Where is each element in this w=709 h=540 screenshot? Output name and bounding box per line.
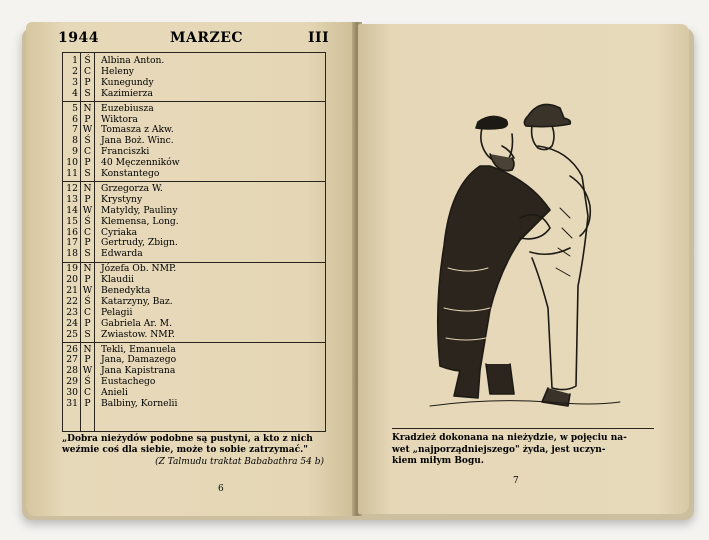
- page-number-right: 7: [513, 476, 519, 486]
- name-day: Krystyny: [101, 193, 143, 205]
- weekday-letter: S: [84, 87, 91, 99]
- calendar-month: MARZEC: [170, 30, 244, 46]
- day-number: 13: [66, 193, 78, 205]
- calendar-day-row: [63, 249, 325, 260]
- page-number-left: 6: [218, 484, 224, 494]
- calendar-day-row: [63, 399, 325, 410]
- name-day: Tomasza z Akw.: [101, 124, 174, 136]
- name-day: Jana Kapistrana: [101, 365, 176, 377]
- day-number: 4: [72, 87, 78, 99]
- calendar-month-roman: III: [308, 30, 330, 46]
- name-day: Klemensa, Long.: [101, 215, 179, 227]
- name-day: Zwiastow. NMP.: [101, 328, 175, 340]
- day-number: 1: [72, 55, 78, 66]
- day-number: 3: [72, 76, 78, 88]
- name-day: Eustachego: [101, 376, 156, 388]
- day-number: 24: [66, 317, 78, 329]
- weekday-letter: Ś: [84, 55, 91, 66]
- name-day: Euzebiusza: [101, 102, 154, 114]
- day-number: 28: [66, 365, 78, 377]
- weekday-letter: W: [82, 365, 93, 377]
- name-day: Heleny: [101, 65, 134, 77]
- day-number: 31: [66, 398, 78, 409]
- day-number: 29: [66, 376, 78, 388]
- name-day: Jana Boż. Winc.: [101, 135, 174, 147]
- name-day: Benedykta: [101, 285, 151, 296]
- name-day: Józefa Ob. NMP.: [101, 263, 177, 275]
- weekday-letter: N: [83, 182, 92, 194]
- week-separator: [63, 101, 325, 102]
- quote-line: weźmie coś dla siebie, może to sobie zatrzymać.": [62, 445, 308, 455]
- weekday-letter: N: [83, 343, 92, 355]
- name-day: Konstantego: [101, 168, 160, 179]
- calendar-day-row: [63, 217, 325, 228]
- calendar-year: 1944: [58, 30, 99, 46]
- name-day: Matyldy, Pauliny: [101, 204, 178, 216]
- day-number: 11: [66, 168, 78, 179]
- day-number: 18: [66, 248, 78, 260]
- weekday-letter: P: [84, 398, 91, 409]
- weekday-letter: C: [83, 146, 92, 158]
- weekday-letter: W: [82, 124, 93, 136]
- weekday-letter: C: [83, 306, 92, 318]
- name-day: Albina Anton.: [101, 55, 165, 66]
- weekday-letter: Ś: [84, 295, 91, 307]
- day-number: 6: [72, 113, 78, 125]
- quote-line: „Dobra nieżydów podobne są pustyni, a kto z nich: [62, 434, 313, 444]
- name-day: Balbiny, Kornelii: [101, 398, 178, 409]
- weekday-letter: P: [84, 237, 91, 249]
- caption-rule: [392, 428, 654, 429]
- day-number: 27: [66, 354, 78, 366]
- name-day: Kunegundy: [101, 76, 154, 88]
- day-number: 21: [66, 285, 78, 296]
- name-day: Gabriela Ar. M.: [101, 317, 172, 329]
- weekday-letter: P: [84, 76, 91, 88]
- name-day: Tekli, Emanuela: [101, 343, 176, 355]
- calendar-table: [62, 52, 326, 432]
- name-day: Gertrudy, Zbign.: [101, 237, 178, 249]
- calendar-day-row: [63, 104, 325, 115]
- name-day: Grzegorza W.: [101, 182, 163, 194]
- day-number: 10: [66, 157, 78, 169]
- calendar-day-row: [63, 89, 325, 100]
- name-day: Katarzyny, Baz.: [101, 295, 173, 307]
- weekday-letter: P: [84, 157, 91, 169]
- day-number: 15: [66, 215, 78, 227]
- caption-line: wet „najporządniejszego" żyda, jest uczyn-: [392, 444, 606, 455]
- name-day: Franciszki: [101, 146, 150, 158]
- day-number: 30: [66, 387, 78, 399]
- day-number: 16: [66, 226, 78, 238]
- day-number: 9: [72, 146, 78, 158]
- weekday-letter: C: [83, 65, 92, 77]
- day-number: 19: [66, 263, 78, 275]
- week-separator: [63, 342, 325, 343]
- calendar-day-row: [63, 319, 325, 330]
- day-number: 8: [72, 135, 78, 147]
- weekday-letter: C: [83, 226, 92, 238]
- weekday-letter: S: [84, 248, 91, 260]
- weekday-letter: N: [83, 102, 92, 114]
- weekday-letter: P: [84, 193, 91, 205]
- name-day: Cyriaka: [101, 226, 138, 238]
- name-day: Wiktora: [101, 113, 138, 125]
- weekday-letter: N: [83, 263, 92, 275]
- weekday-letter: Ś: [84, 215, 91, 227]
- weekday-letter: P: [84, 354, 91, 366]
- weekday-letter: C: [83, 387, 92, 399]
- weekday-letter: Ś: [84, 376, 91, 388]
- day-number: 2: [72, 65, 78, 77]
- name-day: Pelagii: [101, 306, 133, 318]
- day-number: 23: [66, 306, 78, 318]
- day-number: 20: [66, 274, 78, 286]
- calendar-day-row: [63, 206, 325, 217]
- weekday-letter: P: [84, 113, 91, 125]
- quote-source: (Z Talmudu traktat Bababathra 54 b): [155, 457, 324, 467]
- day-number: 22: [66, 295, 78, 307]
- name-day: Edwarda: [101, 248, 143, 260]
- caption-line: Kradzież dokonana na nieżydzie, w pojęciu na-: [392, 433, 627, 443]
- name-day: Klaudii: [101, 274, 134, 286]
- illustration-caption: [392, 428, 654, 468]
- calendar-day-row: [63, 330, 325, 341]
- weekday-letter: S: [84, 328, 91, 340]
- caption-line: kiem miłym Bogu.: [392, 456, 484, 466]
- day-number: 12: [66, 182, 78, 194]
- name-day: Kazimierza: [101, 87, 153, 99]
- talmud-quote: [62, 434, 324, 468]
- weekday-letter: S: [84, 168, 91, 179]
- day-number: 25: [66, 328, 78, 340]
- name-day: Anieli: [101, 387, 128, 399]
- caricature-illustration: [420, 88, 630, 418]
- day-number: 5: [72, 102, 78, 114]
- day-number: 14: [66, 204, 78, 216]
- weekday-letter: W: [82, 285, 93, 296]
- day-number: 17: [66, 237, 78, 249]
- weekday-letter: P: [84, 317, 91, 329]
- weekday-letter: Ś: [84, 135, 91, 147]
- day-number: 7: [72, 124, 78, 136]
- name-day: Jana, Damazego: [101, 354, 177, 366]
- day-number: 26: [66, 343, 78, 355]
- calendar-day-row: [63, 169, 325, 180]
- weekday-letter: P: [84, 274, 91, 286]
- name-day: 40 Męczenników: [101, 157, 180, 169]
- weekday-letter: W: [82, 204, 93, 216]
